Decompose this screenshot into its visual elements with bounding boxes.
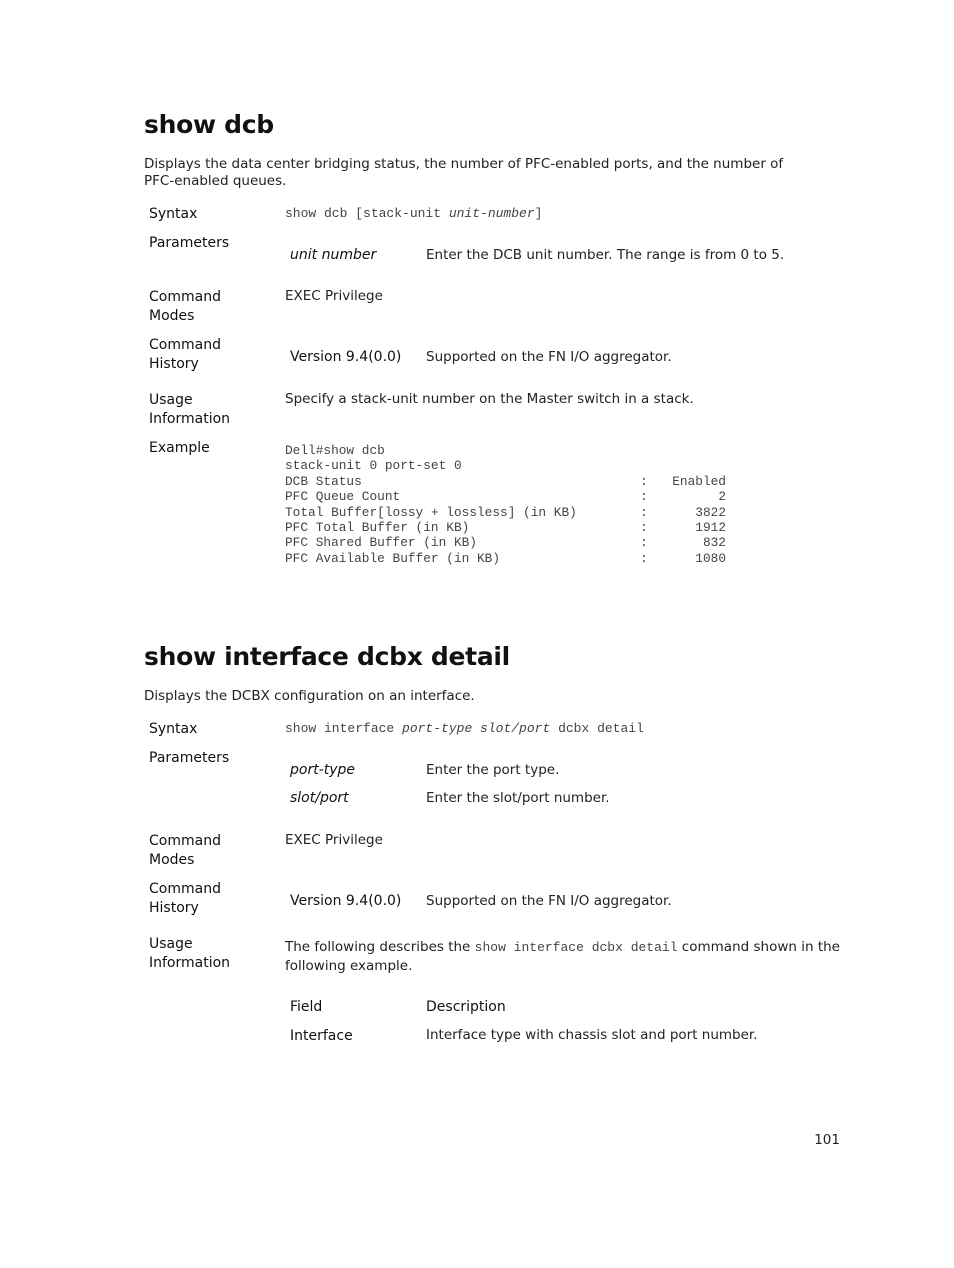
field-table-header-description: Description xyxy=(426,999,506,1015)
command-history-label: Command History xyxy=(149,337,221,372)
section-description: Displays the DCBX configuration on an interface. xyxy=(144,688,475,704)
example-value: 2 xyxy=(718,489,726,505)
example-value: 1080 xyxy=(695,550,726,566)
example-row xyxy=(285,489,726,504)
page-number: 101 xyxy=(814,1132,840,1148)
example-row xyxy=(285,505,726,520)
example-key: DCB Status xyxy=(285,473,362,489)
example-value: 3822 xyxy=(695,504,726,520)
syntax-command: show dcb [stack-unit unit-number] xyxy=(285,206,543,221)
example-row xyxy=(285,535,726,550)
example-key: Total Buffer[lossy + lossless] (in KB) xyxy=(285,504,577,520)
example-sep: : xyxy=(640,489,648,505)
command-history-label: Command History xyxy=(149,881,221,916)
parameters-label: Parameters xyxy=(149,750,230,766)
syntax-label: Syntax xyxy=(149,721,198,737)
example-code-block xyxy=(285,443,726,566)
example-key: PFC Shared Buffer (in KB) xyxy=(285,535,477,551)
parameters-label: Parameters xyxy=(149,235,230,251)
example-sep: : xyxy=(640,520,648,536)
parameter-name: slot/port xyxy=(290,790,349,806)
example-row xyxy=(285,474,726,489)
example-sep: : xyxy=(640,535,648,551)
example-value: 832 xyxy=(702,535,726,551)
example-key: PFC Total Buffer (in KB) xyxy=(285,520,470,536)
parameter-name: port-type xyxy=(290,762,356,778)
field-table-row-description: Interface type with chassis slot and port number. xyxy=(426,1027,758,1043)
command-modes-value: EXEC Privilege xyxy=(285,288,383,304)
history-version: Version 9.4(0.0) xyxy=(290,349,402,365)
parameter-description: Enter the DCB unit number. The range is from 0 to 5. xyxy=(426,247,785,263)
parameter-description: Enter the slot/port number. xyxy=(426,790,610,806)
example-key: PFC Queue Count xyxy=(285,489,401,505)
command-modes-value: EXEC Privilege xyxy=(285,832,383,848)
section-description: Displays the data center bridging status, the number of PFC-enabled ports, and the number of PFC-enabled queues. xyxy=(144,156,784,189)
section-title-show-dcb: show dcb xyxy=(144,110,274,139)
example-value: 1912 xyxy=(695,520,726,536)
usage-information-label: Usage Information xyxy=(149,936,231,971)
parameter-description: Enter the port type. xyxy=(426,762,560,778)
example-sep: : xyxy=(640,504,648,520)
example-sep: : xyxy=(640,473,648,489)
history-description: Supported on the FN I/O aggregator. xyxy=(426,893,672,909)
syntax-command: show interface port-type slot/port dcbx detail xyxy=(285,721,644,736)
command-modes-label: Command Modes xyxy=(149,289,221,324)
field-table-header-field: Field xyxy=(290,999,323,1015)
example-value: Enabled xyxy=(672,473,726,489)
example-line: Dell#show dcb xyxy=(285,443,385,458)
parameter-name: unit number xyxy=(290,247,377,263)
usage-information-text: Specify a stack-unit number on the Master switch in a stack. xyxy=(285,391,694,407)
field-table-row-field: Interface xyxy=(290,1028,353,1044)
example-label: Example xyxy=(149,440,210,456)
example-row xyxy=(285,520,726,535)
example-line: stack-unit 0 port-set 0 xyxy=(285,458,462,474)
usage-information-text: The following describes the show interface dcbx detail command shown in the following example. xyxy=(285,939,840,974)
history-version: Version 9.4(0.0) xyxy=(290,893,402,909)
usage-information-label: Usage Information xyxy=(149,392,231,427)
example-sep: : xyxy=(640,550,648,566)
inline-code: show interface dcbx detail xyxy=(474,940,678,955)
syntax-label: Syntax xyxy=(149,206,198,222)
history-description: Supported on the FN I/O aggregator. xyxy=(426,349,672,365)
example-row xyxy=(285,551,726,566)
example-key: PFC Available Buffer (in KB) xyxy=(285,550,501,566)
section-title-show-interface-dcbx-detail: show interface dcbx detail xyxy=(144,642,510,671)
command-modes-label: Command Modes xyxy=(149,833,221,868)
